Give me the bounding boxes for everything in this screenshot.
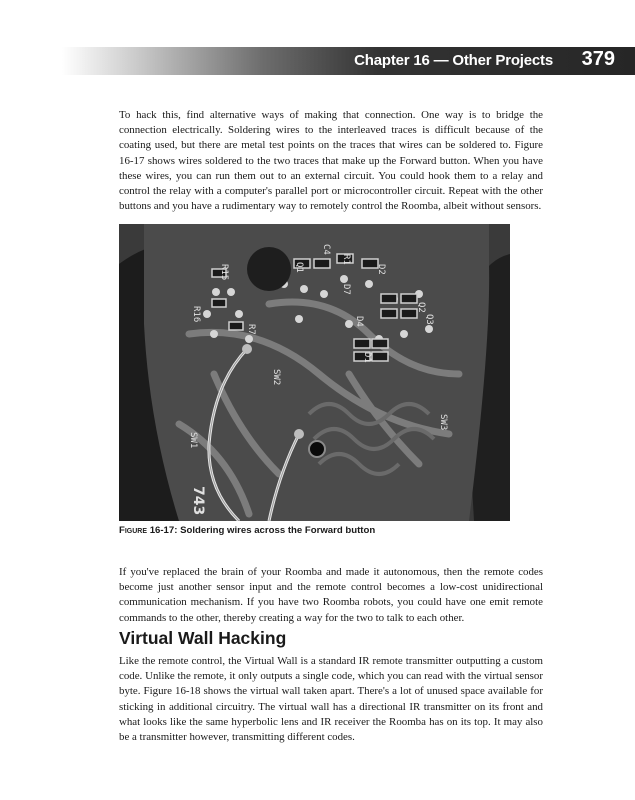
section-heading: Virtual Wall Hacking	[119, 628, 287, 648]
label-d2: D2	[376, 264, 386, 275]
figure-caption	[119, 525, 375, 536]
figure-caption-text: Soldering wires across the Forward button	[180, 525, 376, 536]
label-r15: R15	[219, 264, 229, 281]
label-q1: Q1	[294, 262, 304, 273]
page-number: 379	[581, 48, 615, 70]
label-board-number: 743	[190, 486, 206, 516]
label-r16: R16	[191, 306, 201, 323]
label-d7: D7	[341, 284, 351, 295]
figure-16-17-photo	[119, 224, 510, 521]
label-r7: R7	[246, 324, 256, 335]
label-c4: C4	[321, 244, 331, 255]
virtual-wall-paragraph: Like the remote control, the Virtual Wall is a standard IR remote transmitter outputting a custom code. Unlike the remote, it only outputs a single code, which you can read with the virtual sensor byte. Figure 16-18 shows the virtual wall taken apart. There's a lot of unused space available for sticking in additional circuitry. The virtual wall has a directional IR transmitter on its front and what looks like the same hyperbolic lens and IR receiver the Roomba has on its top. It may also be a transmitter however, transmitting different codes.	[119, 655, 543, 744]
label-q2: Q2	[416, 302, 426, 313]
label-sw1: SW1	[188, 432, 198, 449]
label-sw2: SW2	[271, 369, 281, 386]
label-sw3: SW3	[438, 414, 448, 431]
remote-codes-paragraph: If you've replaced the brain of your Roomba and made it autonomous, then the remote codes become just another sensor input and the remote control becomes a low-cost unidirectional communication mechanism. If you have two Roomba robots, you could have one emit remote commands to the other, thereby creating a way for the two to talk to each other.	[119, 566, 543, 624]
label-r1: R1	[341, 254, 351, 265]
label-q3: Q3	[424, 314, 434, 325]
chapter-header-bar	[62, 47, 635, 75]
chapter-title: Chapter 16 — Other Projects	[354, 52, 553, 69]
circuit-board-illustration	[119, 224, 510, 521]
intro-paragraph: To hack this, find alternative ways of making that connection. One way is to bridge the connection electrically. Soldering wires to the interleaved traces is difficult because of the coating used, but there are metal test points on the traces that wires can be soldered to. Figure 16-17 shows wires soldered to the two traces that make up the Forward button. When you have these wires, you can run them out to an external circuit. You could hook them to a relay and control the relay with a computer's parallel port or microcontroller circuit. Repeat with the other buttons and you have a rudimentary way to remotely control the Roomba, albeit without sensors.	[119, 109, 543, 213]
figure-label: Figure 16-17:	[119, 525, 178, 536]
label-d1: D1	[362, 352, 372, 363]
label-d4: D4	[354, 316, 364, 327]
